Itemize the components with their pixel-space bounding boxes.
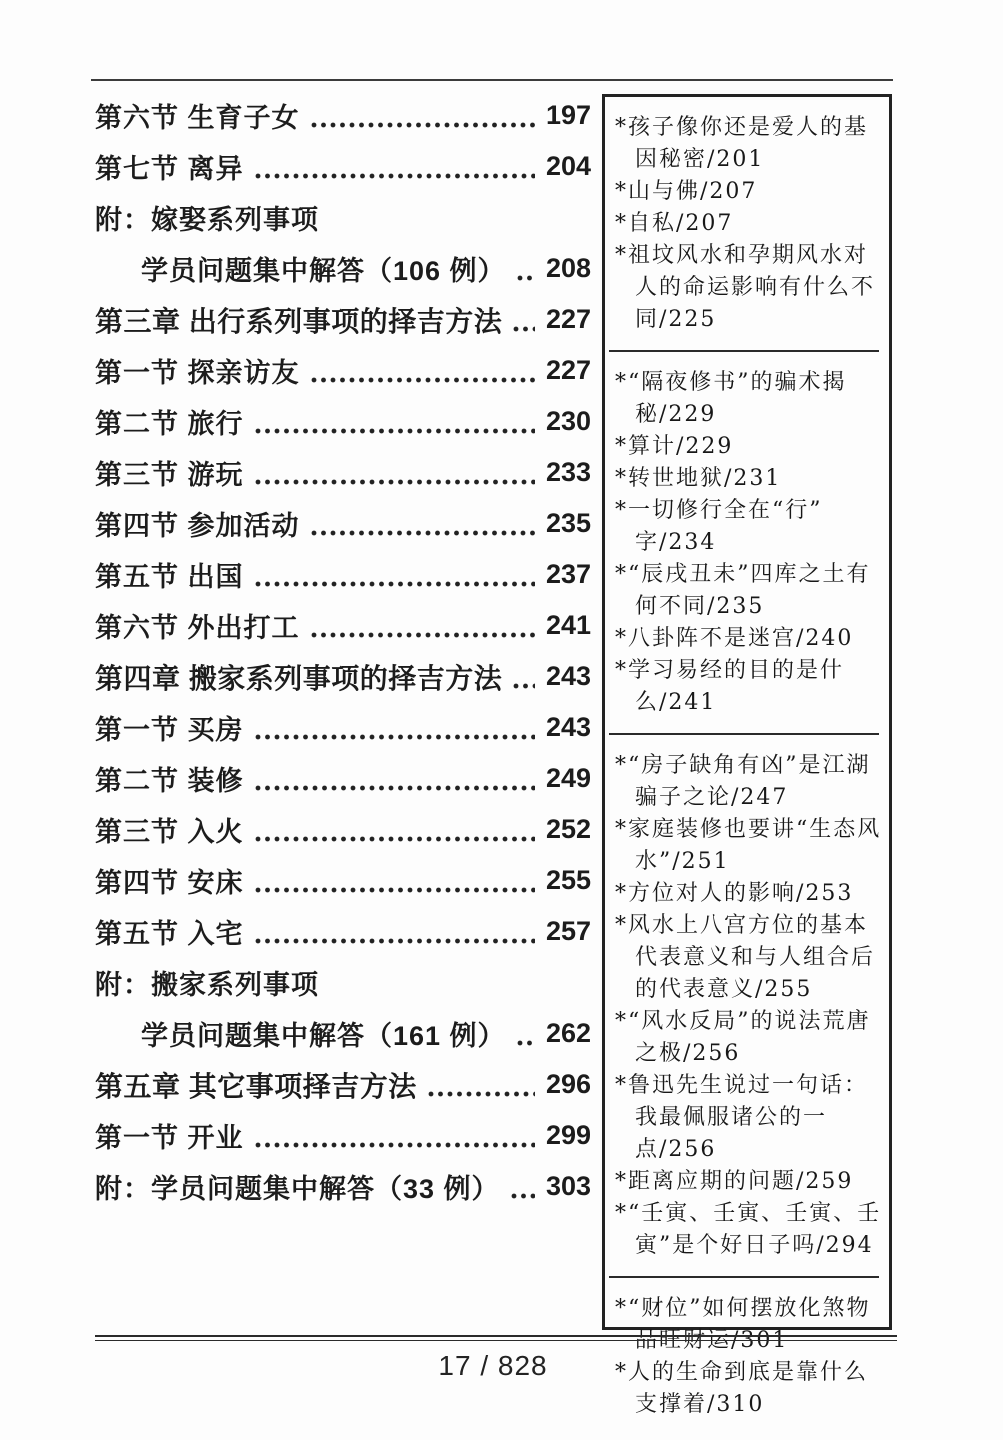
margin-notes-group: [605, 352, 889, 733]
margin-note: *方位对人的影响/253: [615, 881, 854, 906]
leader-dots: [254, 937, 535, 945]
toc-entry-page: 262: [545, 1018, 591, 1048]
page-indicator: 17 / 828: [438, 1350, 548, 1381]
toc-entry: [95, 549, 591, 600]
toc-entry-page: 235: [545, 508, 591, 538]
toc-entry-page: 255: [545, 865, 591, 895]
toc-entry: [95, 651, 591, 702]
toc-entry-label: 附：学员问题集中解答（33 例）: [95, 1174, 500, 1204]
toc-entry-label: 第二节 旅行: [95, 409, 244, 439]
toc-entry-page: 243: [545, 712, 591, 742]
margin-note: *算计/229: [615, 434, 734, 459]
toc-entry-page: 208: [545, 253, 591, 283]
leader-dots: [254, 580, 535, 588]
leader-dots: [510, 1192, 535, 1200]
toc-entry-label: 第一节 买房: [95, 715, 244, 745]
margin-note: *祖坟风水和孕期风水对人的命运影响有什么不同/225: [615, 243, 876, 332]
toc-entry-page: 227: [545, 304, 591, 334]
leader-dots: [254, 886, 535, 894]
toc-entry-label: 附：搬家系列事项: [95, 970, 319, 1000]
toc-entry-label: 第六节 生育子女: [95, 103, 300, 133]
toc-entry-page: 204: [545, 151, 591, 181]
margin-note: *“隔夜修书”的骗术揭秘/229: [615, 370, 847, 427]
footer-rule: [95, 1335, 897, 1341]
toc-entry: [95, 906, 591, 957]
leader-dots: [310, 121, 535, 129]
leader-dots: [254, 1141, 535, 1149]
toc-entry-page: 249: [545, 763, 591, 793]
toc-entry: [95, 753, 591, 804]
toc-entry-page: 257: [545, 916, 591, 946]
toc-entry-label: 第五节 入宅: [95, 919, 244, 949]
margin-note: *孩子像你还是爱人的基因秘密/201: [615, 115, 869, 172]
toc-entry-label: 学员问题集中解答（106 例）: [141, 256, 506, 286]
toc-entry-page: 230: [545, 406, 591, 436]
toc-entry: [95, 1110, 591, 1161]
leader-dots: [516, 1039, 535, 1047]
header-rule: [91, 79, 893, 81]
margin-note: *一切修行全在“行”字/234: [615, 498, 823, 555]
toc-entry-page: 243: [545, 661, 591, 691]
toc-entry-label: 第二节 装修: [95, 766, 244, 796]
leader-dots: [254, 784, 535, 792]
toc-entry-label: 第一节 开业: [95, 1123, 244, 1153]
leader-dots: [516, 274, 535, 282]
margin-note: *鲁迅先生说过一句话：我最佩服诸公的一点/256: [615, 1073, 869, 1162]
margin-note: *学习易经的目的是什么/241: [615, 658, 845, 715]
leader-dots: [310, 376, 535, 384]
toc-entry-label: 第六节 外出打工: [95, 613, 300, 643]
leader-dots: [310, 529, 535, 537]
margin-note: *家庭装修也要讲“生态风水”/251: [615, 817, 882, 874]
toc-entry-page: 299: [545, 1120, 591, 1150]
toc-entry-page: 233: [545, 457, 591, 487]
toc-entry: [95, 804, 591, 855]
toc-entry-label: 学员问题集中解答（161 例）: [141, 1021, 506, 1051]
toc-entry: [95, 90, 591, 141]
toc-entry: [95, 243, 591, 294]
toc-entry: [95, 141, 591, 192]
leader-dots: [254, 733, 535, 741]
margin-note: *“财位”如何摆放化煞物品旺财运/301: [615, 1296, 871, 1353]
toc-entry-label: 第四节 参加活动: [95, 511, 300, 541]
leader-dots: [254, 427, 535, 435]
toc-entry-label: 第七节 离异: [95, 154, 244, 184]
leader-dots: [254, 478, 535, 486]
toc-entry-page: 303: [545, 1171, 591, 1201]
toc-entry: [95, 396, 591, 447]
margin-note: *自私/207: [615, 211, 734, 236]
margin-notes-group: [605, 97, 889, 350]
toc-entry: [95, 498, 591, 549]
toc-entry: [95, 600, 591, 651]
toc-entry-label: 第五章 其它事项择吉方法: [95, 1070, 417, 1102]
toc-entry-page: 252: [545, 814, 591, 844]
toc-entry-label: 第五节 出国: [95, 562, 244, 592]
margin-note: *“壬寅、壬寅、壬寅、壬寅”是个好日子吗/294: [615, 1201, 882, 1258]
margin-note: *“房子缺角有凶”是江湖骗子之论/247: [615, 753, 871, 810]
leader-dots: [310, 631, 535, 639]
toc-entry: [95, 294, 591, 345]
toc-entry: [95, 702, 591, 753]
toc-entry: [95, 1059, 591, 1110]
toc-entry-label: 第三章 出行系列事项的择吉方法: [95, 305, 503, 337]
table-of-contents: [95, 90, 591, 1212]
toc-entry-label: 第四节 安床: [95, 868, 244, 898]
margin-notes-group: [605, 735, 889, 1276]
margin-note: *人的生命到底是靠什么支撑着/310: [615, 1360, 869, 1417]
toc-entry-page: 237: [545, 559, 591, 589]
toc-entry: [95, 1161, 591, 1212]
margin-note: *“辰戌丑未”四库之土有何不同/235: [615, 562, 871, 619]
toc-entry: [95, 855, 591, 906]
toc-entry: [95, 192, 591, 243]
toc-entry-page: 296: [545, 1069, 591, 1099]
margin-note: *转世地狱/231: [615, 466, 782, 491]
margin-note: *山与佛/207: [615, 179, 758, 204]
toc-entry-label: 第一节 探亲访友: [95, 358, 300, 388]
leader-dots: [254, 172, 535, 180]
margin-note: *八卦阵不是迷宫/240: [615, 626, 854, 651]
toc-entry: [95, 1008, 591, 1059]
margin-notes-panel: [602, 94, 892, 1417]
margin-note: *风水上八宫方位的基本代表意义和与人组合后的代表意义/255: [615, 913, 876, 1002]
leader-dots: [427, 1090, 535, 1098]
toc-entry-label: 第三节 游玩: [95, 460, 244, 490]
toc-entry-page: 227: [545, 355, 591, 385]
leader-dots: [254, 835, 535, 843]
toc-entry-label: 第三节 入火: [95, 817, 244, 847]
toc-entry: [95, 447, 591, 498]
margin-note: *“风水反局”的说法荒唐之极/256: [615, 1009, 871, 1066]
leader-dots: [512, 682, 535, 690]
toc-entry-page: 241: [545, 610, 591, 640]
toc-entry: [95, 957, 591, 1008]
margin-note: *距离应期的问题/259: [615, 1169, 854, 1194]
toc-entry-label: 附：嫁娶系列事项: [95, 205, 319, 235]
toc-entry-page: 197: [545, 100, 591, 130]
leader-dots: [512, 325, 535, 333]
toc-entry: [95, 345, 591, 396]
toc-entry-label: 第四章 搬家系列事项的择吉方法: [95, 662, 503, 694]
